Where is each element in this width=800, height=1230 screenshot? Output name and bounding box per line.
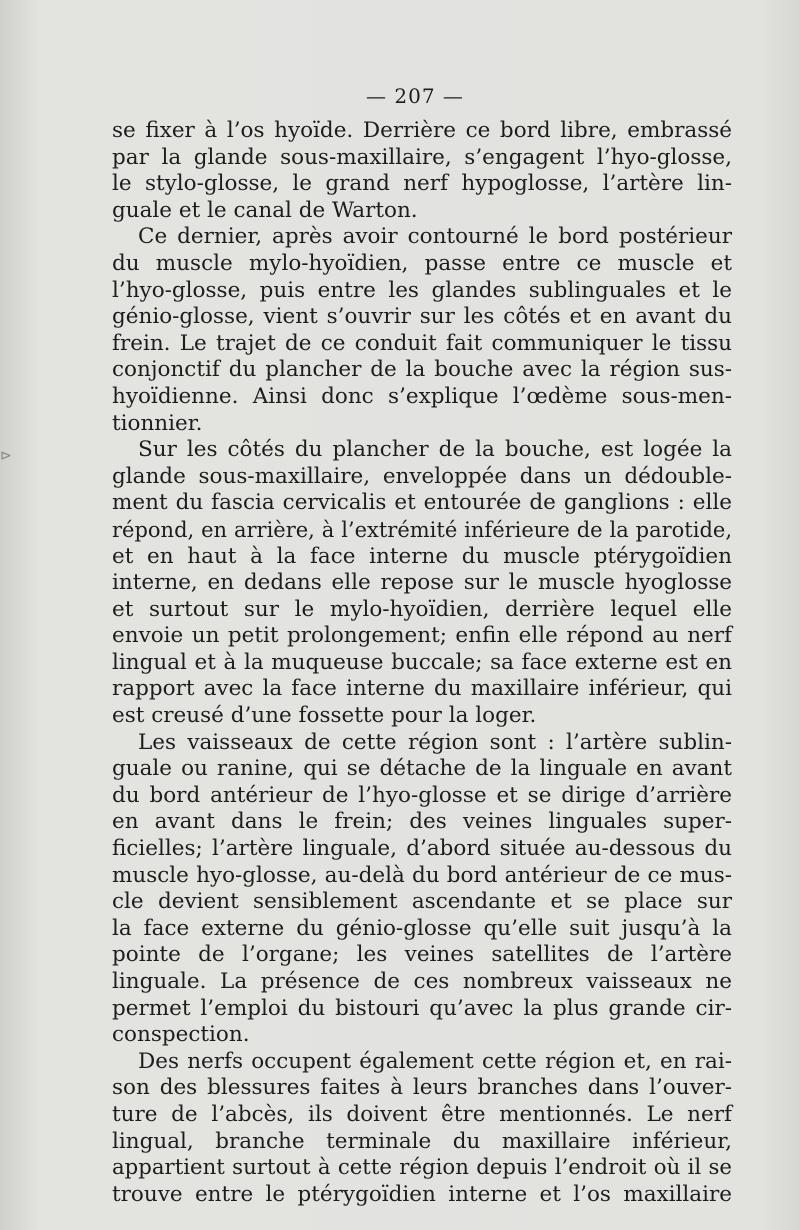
text-line: rapport avec la face interne du maxillaire inférieur, qui	[112, 676, 732, 702]
text-line: et surtout sur le mylo-hyoïdien, derrière lequel elle	[112, 596, 732, 622]
text-line: ficielles; l’artère linguale, d’abord située au-dessous du	[112, 836, 732, 862]
text-line: trouve entre le ptérygoïdien interne et l’os maxillaire	[112, 1181, 732, 1207]
text-line: lingual, branche terminale du maxillaire inférieur,	[112, 1128, 732, 1154]
text-line: Les vaisseaux de cette région sont : l’artère sublin-	[138, 729, 732, 755]
text-line: répond, en arrière, à l’extrémité inférieure de la parotide,	[112, 517, 732, 542]
body-text	[112, 118, 732, 1208]
text-line: l’hyo-glosse, puis entre les glandes sublinguales et le	[112, 277, 732, 303]
text-line: guale ou ranine, qui se détache de la linguale en avant	[112, 756, 732, 782]
text-line: est creusé d’une fossette pour la loger.	[112, 703, 537, 729]
text-line: frein. Le trajet de ce conduit fait communiquer le tissu	[112, 330, 732, 356]
text-line: appartient surtout à cette région depuis l’endroit où il se	[112, 1155, 732, 1181]
text-line: en avant dans le frein; des veines linguales super-	[112, 809, 732, 835]
text-line: se fixer à l’os hyoïde. Derrière ce bord libre, embrassé	[112, 118, 732, 143]
text-line: du muscle mylo-hyoïdien, passe entre ce muscle et	[112, 250, 732, 276]
text-line: cle devient sensiblement ascendante et se place sur	[112, 889, 732, 915]
text-line: le stylo-glosse, le grand nerf hypoglosse, l’artère lin-	[112, 171, 732, 197]
margin-mark: ⊳	[0, 448, 12, 464]
text-line: conjonctif du plancher de la bouche avec la région sus-	[112, 357, 732, 383]
text-line: lingual et à la muqueuse buccale; sa face externe est en	[112, 649, 732, 675]
text-line: guale et le canal de Warton.	[112, 197, 418, 223]
text-line: ture de l’abcès, ils doivent être mentionnés. Le nerf	[112, 1101, 732, 1127]
text-line: par la glande sous-maxillaire, s’engagent l’hyo-glosse,	[112, 144, 732, 170]
page-number: — 207 —	[366, 84, 464, 108]
text-line: son des blessures faites à leurs branches dans l’ouver-	[112, 1075, 732, 1101]
text-line: Sur les côtés du plancher de la bouche, est logée la	[138, 437, 732, 463]
text-line: du bord antérieur de l’hyo-glosse et se dirige d’arrière	[112, 782, 732, 808]
text-line: glande sous-maxillaire, enveloppée dans un dédouble-	[112, 463, 732, 489]
text-line: linguale. La présence de ces nombreux vaisseaux ne	[112, 969, 732, 994]
text-line: Ce dernier, après avoir contourné le bord postérieur	[138, 224, 732, 250]
text-line: permet l’emploi du bistouri qu’avec la plus grande cir-	[112, 995, 732, 1021]
text-line: la face externe du génio-glosse qu’elle suit jusqu’à la	[112, 915, 732, 941]
text-line: et en haut à la face interne du muscle ptérygoïdien	[112, 543, 732, 569]
text-line: Des nerfs occupent également cette région et, en rai-	[138, 1048, 732, 1074]
text-line: hyoïdienne. Ainsi donc s’explique l’œdème sous-men-	[112, 383, 732, 409]
text-line: tionnier.	[112, 410, 203, 436]
text-line: ment du fascia cervicalis et entourée de ganglions : elle	[112, 490, 732, 516]
text-line: génio-glosse, vient s’ouvrir sur les côtés et en avant du	[112, 304, 732, 330]
text-line: muscle hyo-glosse, au-delà du bord antérieur de ce mus-	[112, 862, 732, 888]
text-line: interne, en dedans elle repose sur le muscle hyoglosse	[112, 570, 732, 596]
text-line: pointe de l’organe; les veines satellites de l’artère	[112, 942, 732, 968]
text-line: envoie un petit prolongement; enfin elle répond au nerf	[112, 623, 732, 649]
text-line: conspection.	[112, 1022, 250, 1048]
